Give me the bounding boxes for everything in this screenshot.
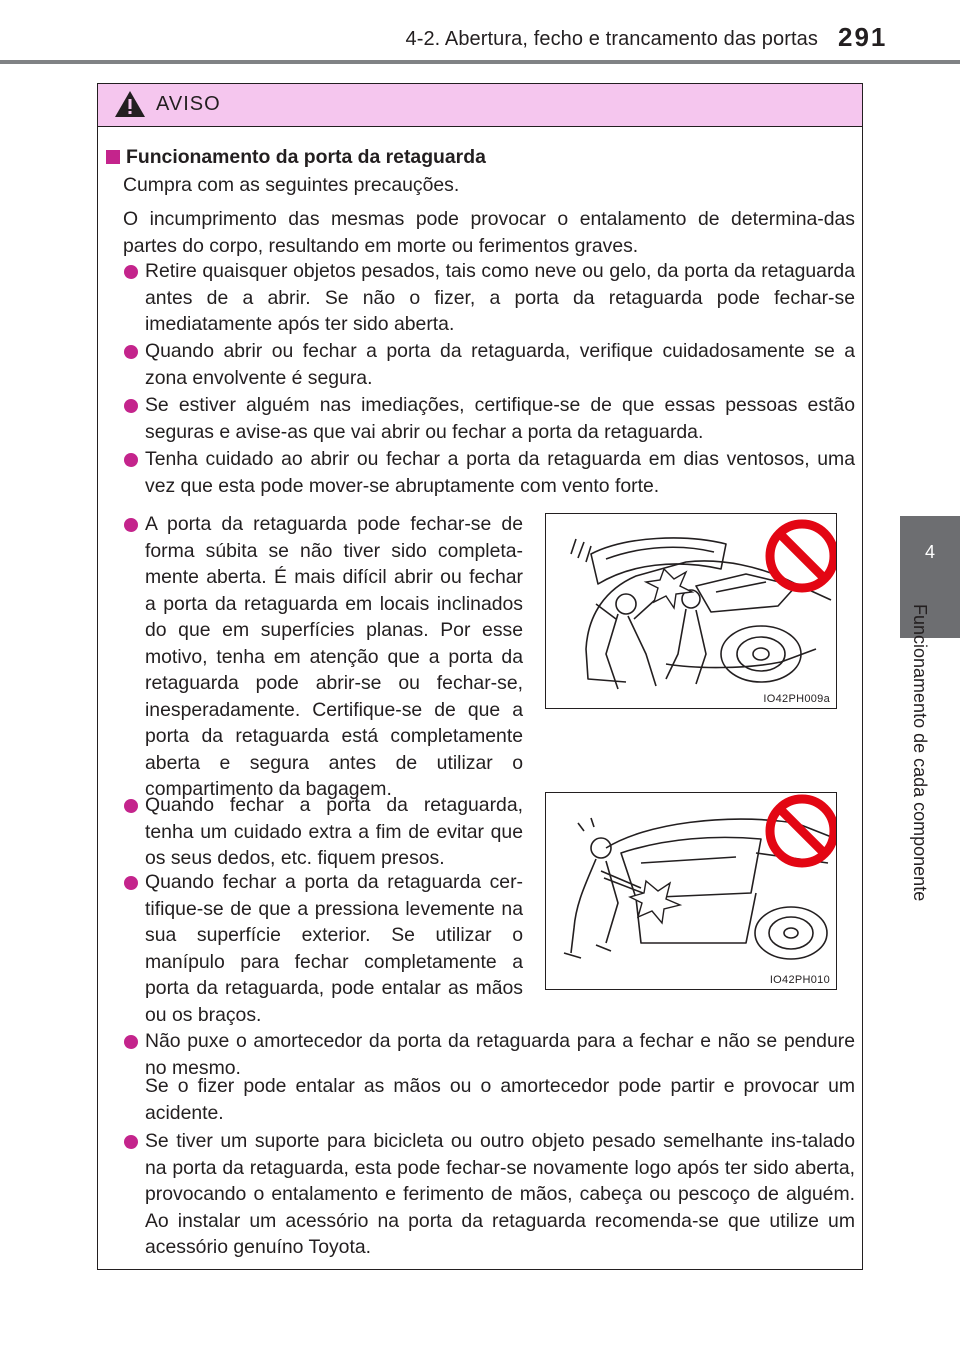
running-header: 4-2. Abertura, fecho e trancamento das portas <box>405 28 818 50</box>
intro-paragraph-2: O incumprimento das mesmas pode provocar o entalamento de determina-das partes do corpo, resultando em morte ou ferimentos graves. <box>123 208 855 257</box>
bullet-item-continuation: Se o fizer pode entalar as mãos ou o amortecedor pode partir e provocar um acidente. <box>145 1075 855 1124</box>
figure-tailgate-sudden-close <box>545 513 837 709</box>
bullet-item: Quando fechar a porta da retaguarda cer-tifique-se de que a pressiona levemente na sua superfície exterior. Se utilizar o manípulo para fechar completamente a porta da retaguarda, pode entalar as mãos ou os braços. <box>145 871 523 1026</box>
section-title: Funcionamento da porta da retaguarda <box>106 146 486 169</box>
warning-label: AVISO <box>156 93 221 115</box>
bullet-item: Tenha cuidado ao abrir ou fechar a porta da retaguarda em dias ventosos, uma vez que esta pode mover-se abruptamente com vento forte. <box>145 448 855 497</box>
bullet-item: Não puxe o amortecedor da porta da retaguarda para a fechar e não se pendure no mesmo. <box>145 1030 855 1079</box>
figure-id: IO42PH010 <box>769 974 830 986</box>
bullet-dot-icon <box>124 518 138 532</box>
bullet-dot-icon <box>124 799 138 813</box>
bullet-dot-icon <box>124 345 138 359</box>
figure-id: IO42PH009a <box>763 693 830 705</box>
header-rule <box>0 60 960 64</box>
warning-header <box>98 84 862 127</box>
bullet-dot-icon <box>124 399 138 413</box>
chapter-side-tab <box>900 64 960 1360</box>
bullet-item: A porta da retaguarda pode fechar-se de forma súbita se não tiver sido completa-mente aberta. É mais difícil abrir ou fechar a porta da retaguarda em locais inclinados do que em superfícies planas. Por esse motivo, tenha em atenção que a porta da retaguarda pode abrir-se ou fechar-se, inesperadamente. Certifique-se de que a porta da retaguarda está completamente aberta e segura antes de utilizar o compartimento da bagagem. <box>145 513 523 800</box>
car-closing-illustration <box>546 793 837 990</box>
bullet-dot-icon <box>124 265 138 279</box>
warning-box <box>97 83 863 1270</box>
chapter-label: Funcionamento de cada componente <box>910 604 930 902</box>
square-bullet-icon <box>106 150 120 164</box>
figure-fingers-trapped <box>545 792 837 990</box>
warning-triangle-icon <box>114 89 146 119</box>
bullet-dot-icon <box>124 1035 138 1049</box>
intro-paragraph-1: Cumpra com as seguintes precauções. <box>123 174 460 196</box>
bullet-item: Se tiver um suporte para bicicleta ou outro objeto pesado semelhante ins-talado na porta da retaguarda, esta pode fechar-se novamente logo após ter sido aberta, provocando o entalamento e ferimento de mãos, cabeça ou pescoço de alguém. Ao instalar um acessório na porta da retaguarda recomenda-se que utilize um acessório genuíno Toyota. <box>145 1130 855 1258</box>
bullet-dot-icon <box>124 453 138 467</box>
bullet-dot-icon <box>124 1135 138 1149</box>
bullet-item: Quando abrir ou fechar a porta da retaguarda, verifique cuidadosamente se a zona envolvente é segura. <box>145 340 855 389</box>
bullet-dot-icon <box>124 876 138 890</box>
chapter-number: 4 <box>900 516 960 638</box>
bullet-item: Retire quaisquer objetos pesados, tais como neve ou gelo, da porta da retaguarda antes de a abrir. Se não o fizer, a porta da retaguarda pode fechar-se imediatamente após ter sido aberta. <box>145 260 855 335</box>
bullet-item: Quando fechar a porta da retaguarda, tenha um cuidado extra a fim de evitar que os seus dedos, etc. fiquem presos. <box>145 794 523 869</box>
bullet-item: Se estiver alguém nas imediações, certifique-se de que essas pessoas estão seguras e avise-as que vai abrir ou fechar a porta da retaguarda. <box>145 394 855 443</box>
page-number: 291 <box>838 22 888 52</box>
car-tailgate-illustration <box>546 514 837 709</box>
